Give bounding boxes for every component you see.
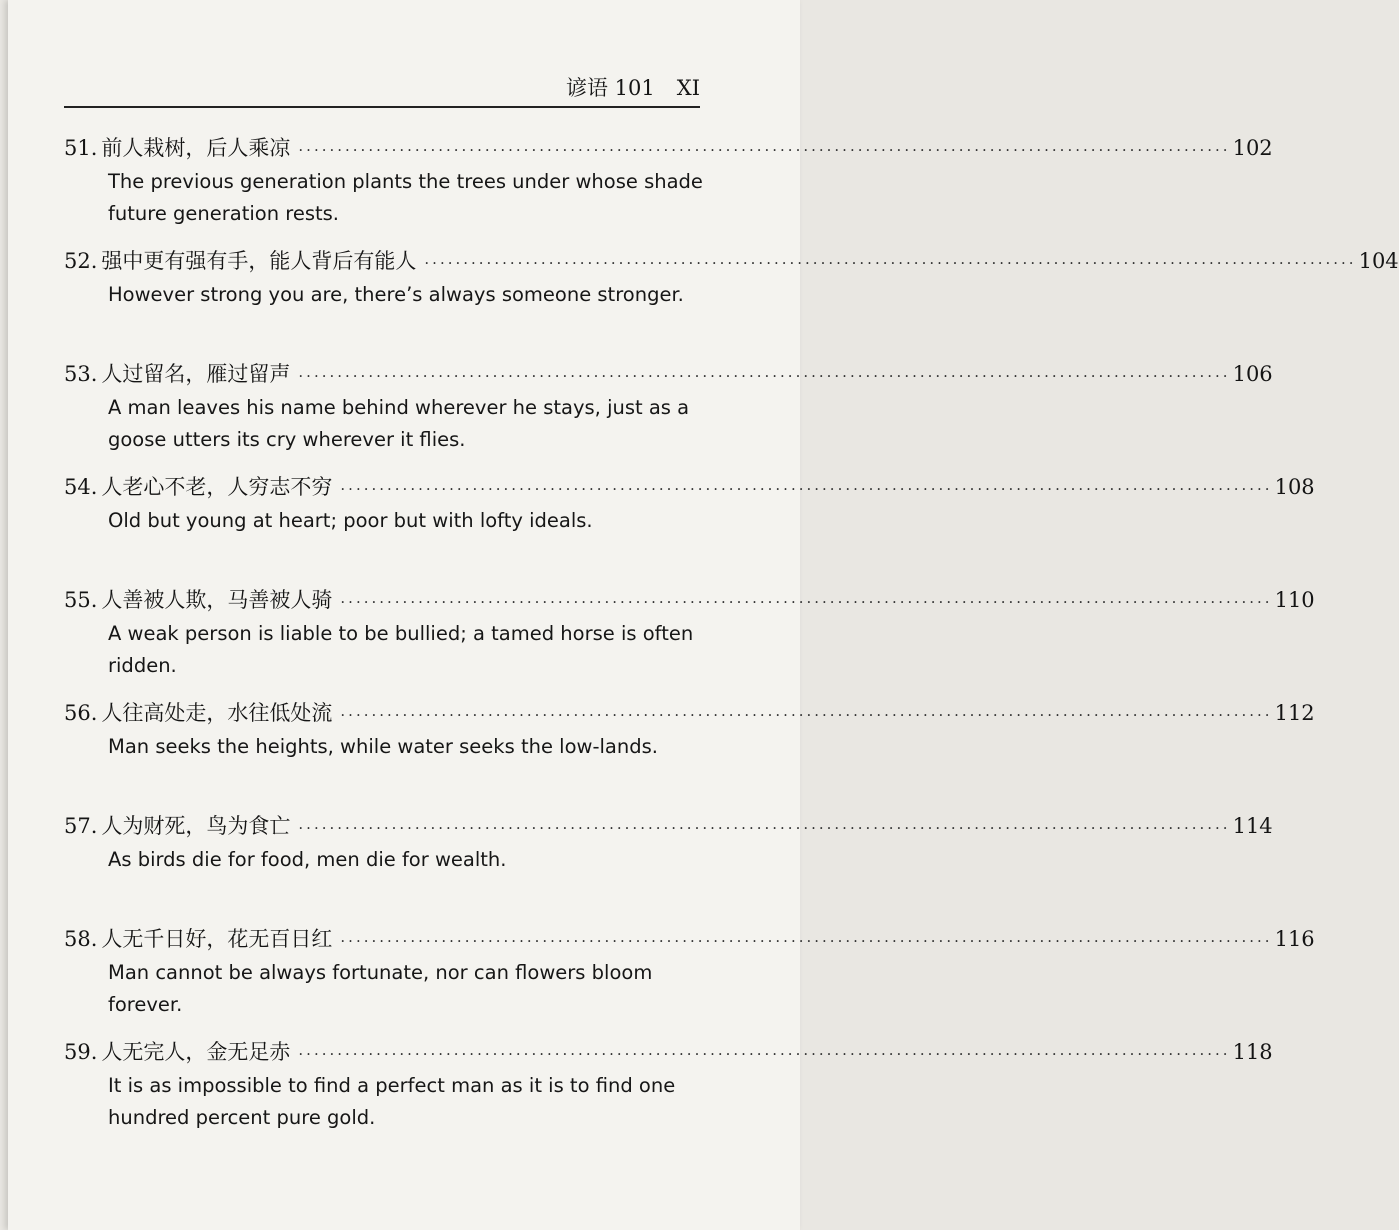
toc-entry (64, 356, 1273, 469)
toc-entry (64, 921, 1315, 1034)
dot-leader: ························································································································ (340, 480, 1273, 498)
toc-entry-heading (64, 469, 1315, 505)
toc-entry (64, 243, 1399, 356)
book-page (8, 0, 1399, 1230)
table-of-contents (64, 130, 1399, 1147)
toc-entry-heading (64, 130, 1273, 166)
dot-leader: ························································································································ (424, 254, 1357, 272)
dot-leader: ························································································································ (340, 932, 1273, 950)
proverb-chinese: 强中更有强有手，能人背后有能人 (101, 249, 417, 273)
entry-number: 55. (64, 588, 98, 612)
dot-leader: ························································································································ (340, 593, 1273, 611)
entry-number: 54. (64, 475, 98, 499)
entry-number: 51. (64, 136, 98, 160)
entry-page-number: 110 (1274, 588, 1315, 612)
dot-leader: ························································································································ (298, 141, 1231, 159)
entry-number: 53. (64, 362, 98, 386)
entry-page-number: 104 (1358, 249, 1399, 273)
proverb-english: As birds die for food, men die for wealth. (108, 848, 507, 871)
entry-page-number: 102 (1232, 136, 1273, 160)
proverb-chinese: 人老心不老，人穷志不穷 (101, 475, 333, 499)
entry-number: 58. (64, 927, 98, 951)
proverb-english: However strong you are, there’s always someone stronger. (108, 283, 684, 306)
toc-entry-heading (64, 1034, 1273, 1070)
proverb-chinese: 人无千日好，花无百日红 (101, 927, 333, 951)
proverb-english: A man leaves his name behind wherever he stays, just as a goose utters its cry wherever it flies. (108, 396, 690, 451)
running-header (64, 72, 700, 108)
entry-number: 56. (64, 701, 98, 725)
toc-entry (64, 469, 1315, 582)
proverb-chinese: 人无完人，金无足赤 (101, 1040, 291, 1064)
proverb-chinese: 前人栽树，后人乘凉 (101, 136, 291, 160)
dot-leader: ························································································································ (298, 367, 1231, 385)
toc-entry (64, 130, 1273, 243)
header-title: 谚语 101 (565, 76, 655, 100)
header-page-number: XI (676, 76, 700, 100)
toc-entry (64, 582, 1315, 695)
dot-leader: ························································································································ (298, 819, 1231, 837)
entry-number: 57. (64, 814, 98, 838)
toc-entry (64, 695, 1315, 808)
proverb-english: Man cannot be always fortunate, nor can flowers bloom forever. (108, 961, 653, 1016)
toc-entry-heading (64, 243, 1399, 279)
proverb-english: Old but young at heart; poor but with lofty ideals. (108, 509, 593, 532)
entry-number: 52. (64, 249, 98, 273)
proverb-english: A weak person is liable to be bullied; a tamed horse is often ridden. (108, 622, 694, 677)
toc-entry-heading (64, 582, 1315, 618)
proverb-chinese: 人善被人欺，马善被人骑 (101, 588, 333, 612)
entry-page-number: 114 (1232, 814, 1273, 838)
toc-entry-heading (64, 356, 1273, 392)
toc-entry-heading (64, 695, 1315, 731)
proverb-chinese: 人为财死，鸟为食亡 (101, 814, 291, 838)
proverb-english: Man seeks the heights, while water seeks the low-lands. (108, 735, 658, 758)
entry-page-number: 118 (1232, 1040, 1273, 1064)
toc-entry-heading (64, 808, 1273, 844)
proverb-chinese: 人过留名，雁过留声 (101, 362, 291, 386)
dot-leader: ························································································································ (298, 1045, 1231, 1063)
toc-entry (64, 808, 1273, 921)
proverb-english: It is as impossible to find a perfect man as it is to find one hundred percent pure gold. (108, 1074, 676, 1129)
dot-leader: ························································································································ (340, 706, 1273, 724)
entry-page-number: 112 (1274, 701, 1315, 725)
entry-page-number: 116 (1274, 927, 1315, 951)
proverb-english: The previous generation plants the trees under whose shade future generation rests. (108, 170, 703, 225)
toc-entry-heading (64, 921, 1315, 957)
proverb-chinese: 人往高处走，水往低处流 (101, 701, 333, 725)
entry-page-number: 106 (1232, 362, 1273, 386)
entry-page-number: 108 (1274, 475, 1315, 499)
entry-number: 59. (64, 1040, 98, 1064)
toc-entry (64, 1034, 1273, 1147)
